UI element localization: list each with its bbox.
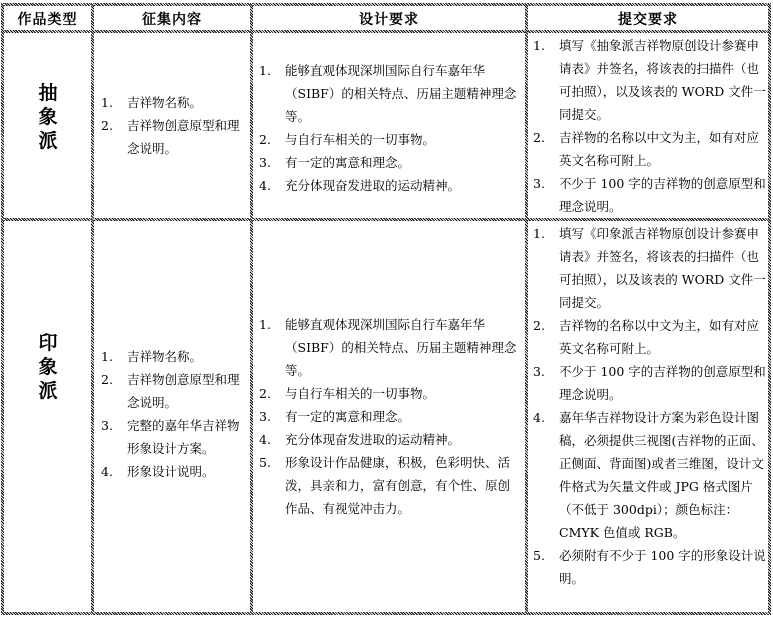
type-label-abstract [4,81,92,153]
list-item: 1. 能够直观体现深圳国际自行车嘉年华（SIBF）的相关特点、历届主题精神理念等。 [259,317,517,378]
list-item: 2. 吉祥物的名称以中文为主，如有对应英文名称可附上。 [533,318,760,356]
design-cell-impressionist [257,313,522,520]
list-item: 2. 与自行车相关的一切事物。 [259,386,436,401]
table-border-bottom [1,612,771,615]
submit-cell-abstract [531,34,766,218]
list-item: 3. 完整的嘉年华吉祥物形象设计方案。 [101,418,240,456]
type-char: 抽象派 [38,82,58,152]
list-item: 2. 吉祥物创意原型和理念说明。 [101,118,240,156]
list-item: 3. 不少于 100 字的吉祥物的创意原型和理念说明。 [533,176,766,214]
row-divider [1,218,771,221]
list-item: 5. 必须附有不少于 100 字的形象设计说明。 [533,548,766,586]
requirements-table [1,3,771,615]
list-item: 1. 填写《印象派吉祥物原创设计参赛申请表》并签名，将该表的扫描件（也可拍照），以及该表的 WORD 文件一同提交。 [533,226,766,310]
list-item: 4. 充分体现奋发进取的运动精神。 [259,432,461,447]
list-item: 2. 吉祥物的名称以中文为主，如有对应英文名称可附上。 [533,130,760,168]
column-divider-3 [525,3,528,615]
collect-cell-impressionist [99,345,247,483]
list-item: 3. 不少于 100 字的吉祥物的创意原型和理念说明。 [533,364,766,402]
list-item: 2. 吉祥物创意原型和理念说明。 [101,372,240,410]
list-item: 4. 嘉年华吉祥物设计方案为彩色设计图稿，必须提供三视图(吉祥物的正面、正侧面、背面图)或者三维图，设计文件格式为矢量文件或 JPG 格式图片（不低于 300dpi）；颜色标注：CMYK 色值或 RGB。 [533,410,764,540]
list-item: 4. 充分体现奋发进取的运动精神。 [259,178,461,193]
table-border-right [768,3,771,615]
type-char: 印象派 [38,332,58,402]
list-item: 2. 与自行车相关的一切事物。 [259,132,436,147]
list-item: 1. 填写《抽象派吉祥物原创设计参赛申请表》并签名，将该表的扫描件（也可拍照），以及该表的 WORD 文件一同提交。 [533,38,766,122]
design-cell-abstract [257,59,522,197]
header-row-divider [1,30,771,33]
list-item: 4. 形象设计说明。 [101,464,215,479]
list-item: 1. 吉祥物名称。 [101,95,203,110]
column-divider-2 [250,3,253,615]
header-type: 作品类型 [17,12,78,28]
list-item: 1. 能够直观体现深圳国际自行车嘉年华（SIBF）的相关特点、历届主题精神理念等。 [259,63,517,124]
table-border-top [1,3,771,6]
list-item: 5. 形象设计作品健康，积极，色彩明快、活泼，具亲和力，富有创意，有个性、原创作品、有视觉冲击力。 [259,455,511,516]
header-design: 设计要求 [359,12,419,28]
list-item: 3. 有一定的寓意和理念。 [259,409,411,424]
collect-cell-abstract [99,91,247,160]
header-submit: 提交要求 [618,12,678,28]
list-item: 3. 有一定的寓意和理念。 [259,155,411,170]
type-label-impressionist [4,331,92,403]
header-collect: 征集内容 [142,12,202,28]
list-item: 1. 吉祥物名称。 [101,349,203,364]
submit-cell-impressionist [531,222,766,590]
